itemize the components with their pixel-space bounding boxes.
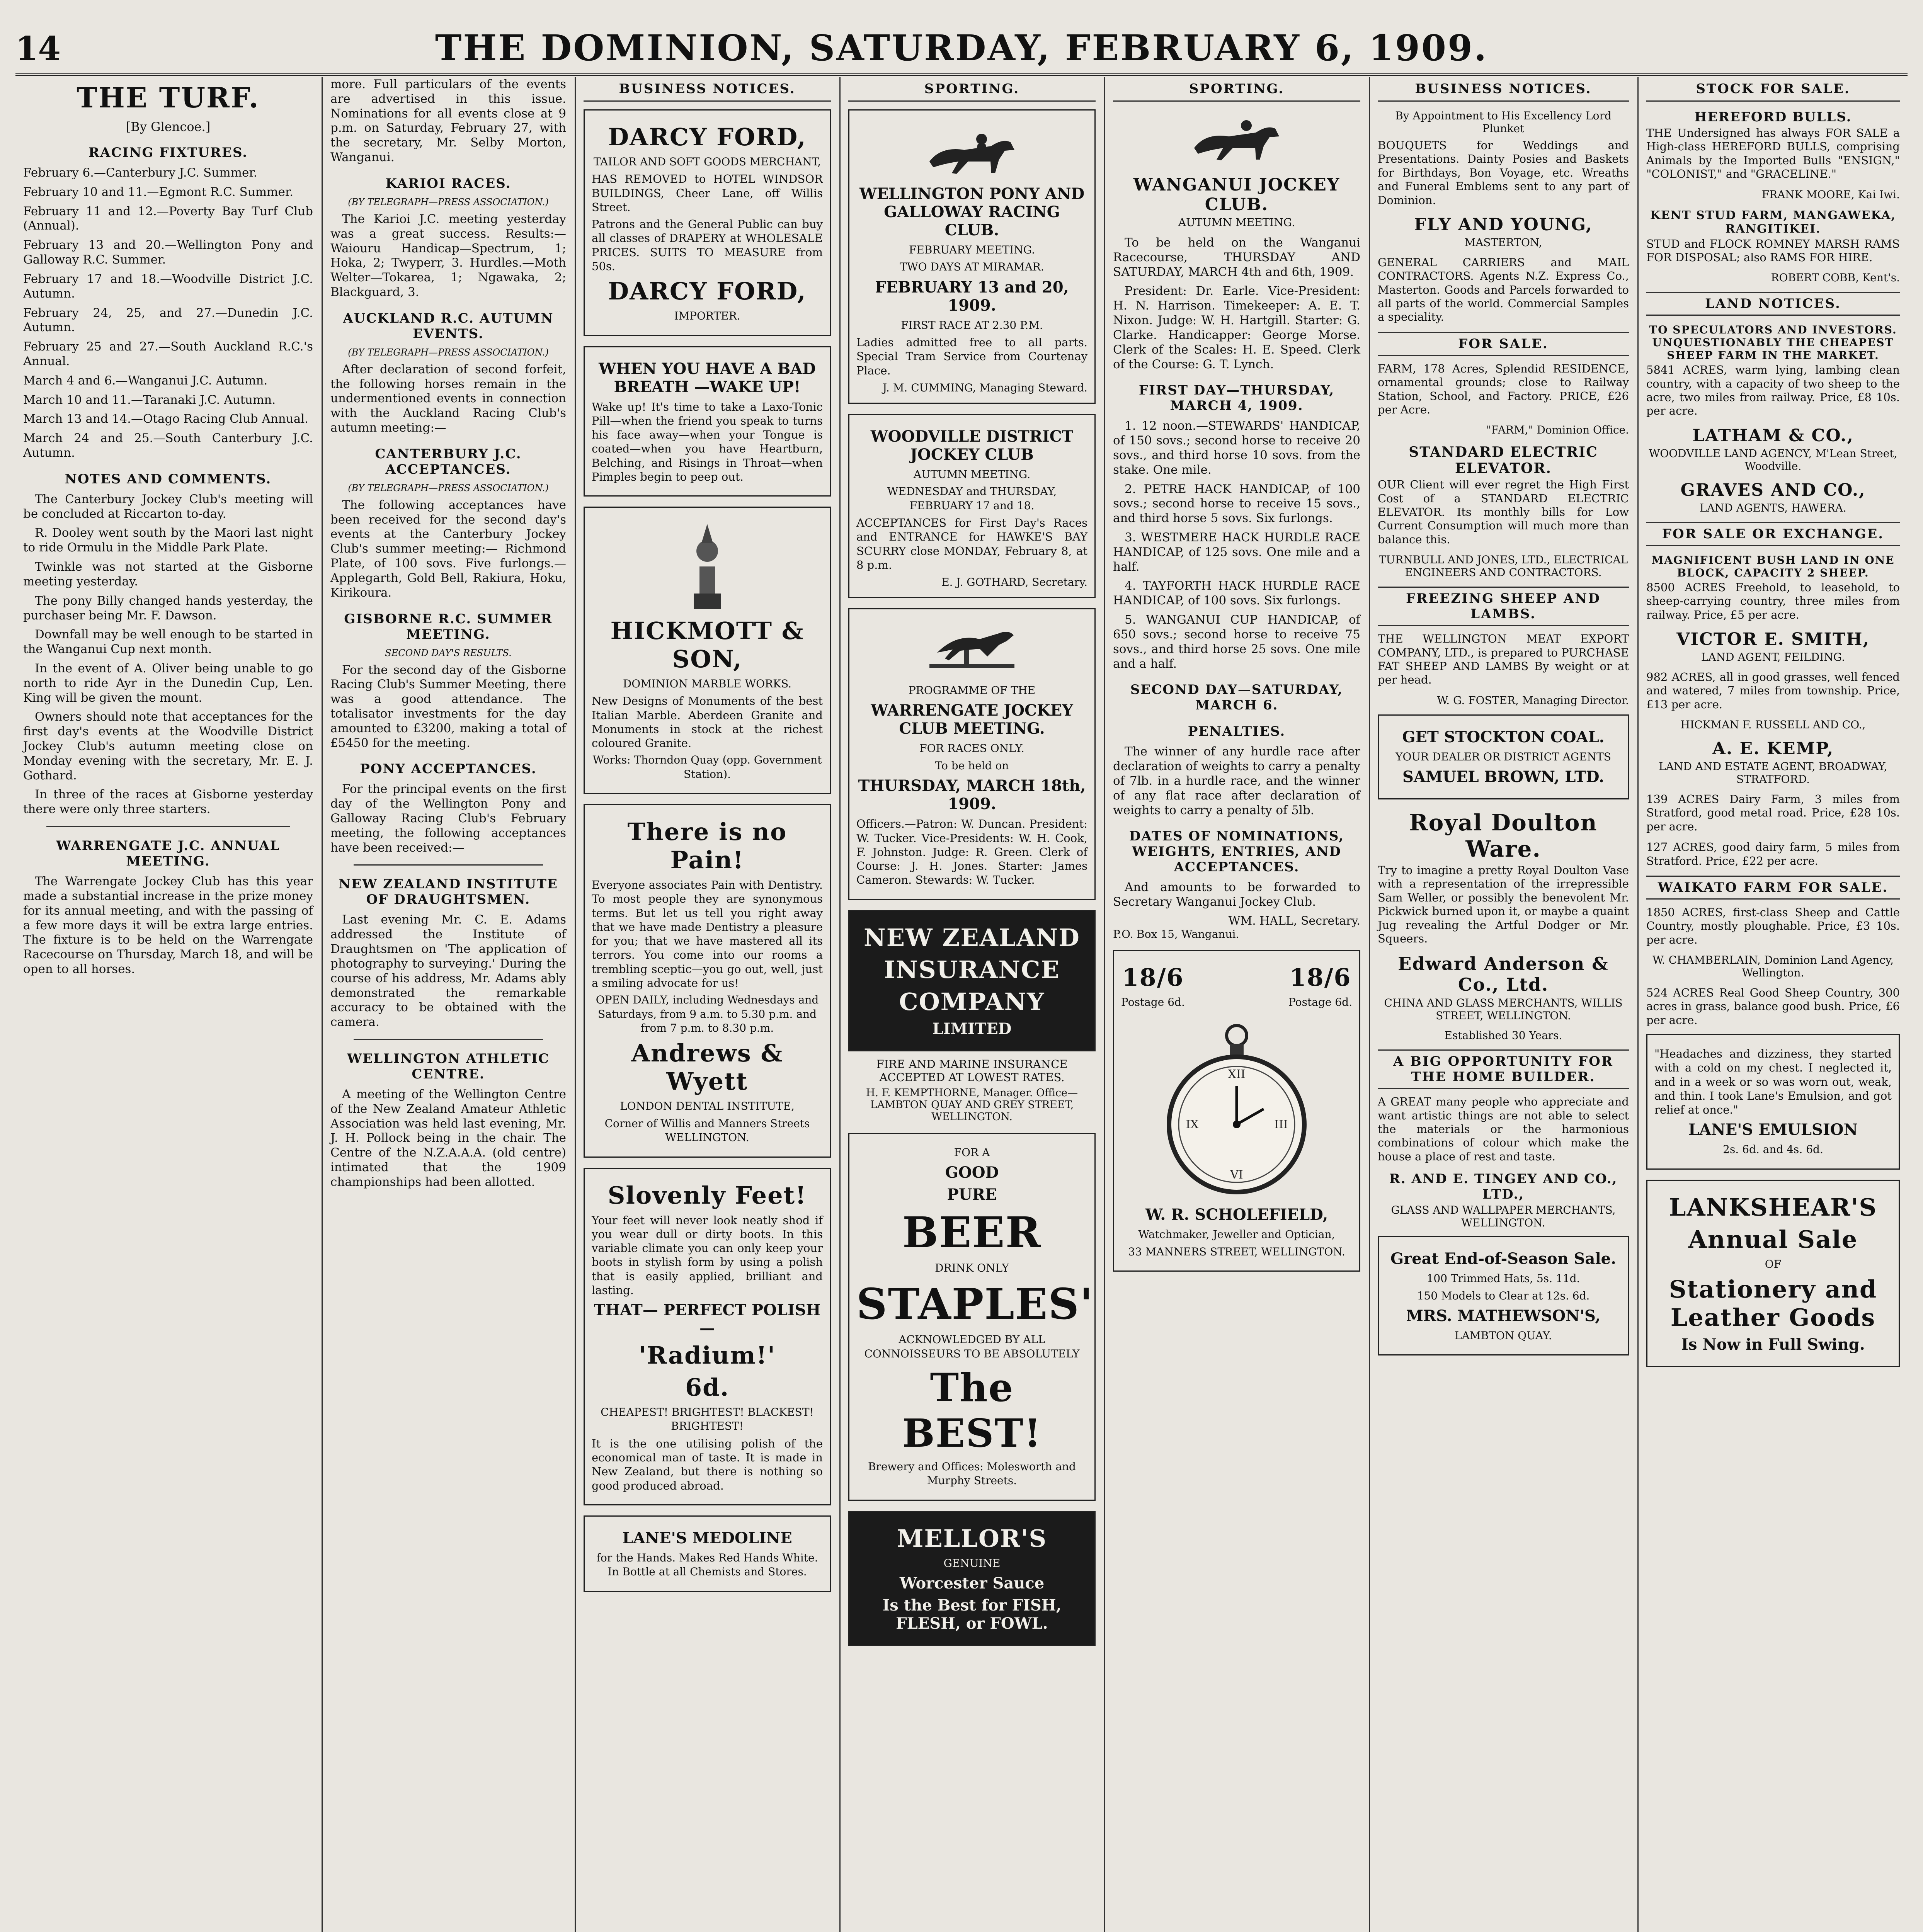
note-paragraph: Downfall may be well enough to be started in the Wanganui Cup next month. (23, 628, 313, 656)
ad-subtitle: Watchmaker, Jeweller and Optician, (1138, 1228, 1335, 1241)
divider (354, 864, 543, 866)
fly-young-text: GENERAL CARRIERS and MAIL CONTRACTORS. Agents N.Z. Express Co., Masterton. Goods and Parcels forwarded to all parts of the world. Commercial Samples a speciality. (1378, 255, 1629, 324)
press-association-note: (BY TELEGRAPH—PRESS ASSOCIATION.) (348, 482, 549, 493)
warrengate-text: The Warrengate Jockey Club has this year made a substantial increase in the prize money for its annual meeting, and with the passing of a few more days it will be extra large entries. The fixture is to be held on the Warrengate Racecourse on Thursday, March 18, and will be open to all horses. (23, 874, 313, 976)
watch-postage: Postage 6d. (1288, 996, 1352, 1009)
fly-young-title: FLY AND YOUNG, (1414, 214, 1593, 235)
column-wanganui (1105, 77, 1368, 1932)
farm-ad: FARM, 178 Acres, Splendid RESIDENCE, ornamental grounds; close to Railway Station, School, and Factory. PRICE, £26 per Acre. (1378, 362, 1629, 416)
monument-icon (678, 520, 736, 613)
race-item: 1. 12 noon.—STEWARDS' HANDICAP, of 150 sovs.; second horse to receive 20 sovs., and third horse 10 sovs. from the stake. One mile. (1113, 419, 1360, 477)
press-association-note: (BY TELEGRAPH—PRESS ASSOCIATION.) (348, 347, 549, 358)
ad-line: 150 Models to Clear at 12s. 6d. (1417, 1289, 1590, 1302)
appointment-note: By Appointment to His Excellency Lord Plunket (1395, 109, 1612, 135)
kariori-text: The Karioi J.C. meeting yesterday was a great success. Results:—Waiouru Handicap—Spectrum, 1; Hoka, 2; Twyperr, 3. Hurdles.—Moth Welter—Tokarea, 1; Ngawaka, 2; Blackguard, 3. (330, 212, 566, 299)
column-news (323, 77, 574, 1932)
fixtures-title: RACING FIXTURES. (88, 145, 248, 160)
hereford-title: HEREFORD BULLS. (1694, 109, 1852, 125)
ad-line: FOR A (954, 1146, 990, 1159)
ad-firm: SAMUEL BROWN, LTD. (1402, 768, 1605, 786)
page-number: 14 (15, 29, 61, 68)
section-header: SPORTING. (848, 77, 1096, 102)
fixture-item: March 24 and 25.—South Canterbury J.C. Autumn. (23, 431, 313, 460)
smith-firm: VICTOR E. SMITH, (1676, 629, 1870, 649)
ad-title: Slovenly Feet! (608, 1181, 807, 1209)
fixture-item: February 13 and 20.—Wellington Pony and Galloway R.C. Summer. (23, 238, 313, 267)
ad-subtitle: PROGRAMME OF THE (908, 684, 1036, 697)
ad-dates: WEDNESDAY and THURSDAY, FEBRUARY 17 and 18. (887, 485, 1057, 512)
ad-dates: THURSDAY, MARCH 18th, 1909. (858, 777, 1086, 813)
pocket-watch-icon (1163, 1020, 1310, 1198)
ad-line: 100 Trimmed Hats, 5s. 11d. (1426, 1272, 1580, 1285)
darcy-ford-ad (584, 109, 831, 336)
ad-quote: "Headaches and dizziness, they started with a cold on my chest. I neglected it, and in a week or so was worn out, weak, and thin. I took Lane's Emulsion, and got relief at once." (1654, 1047, 1892, 1117)
ad-line: PURE (947, 1185, 997, 1204)
fixture-item: March 10 and 11.—Taranaki J.C. Autumn. (23, 393, 276, 407)
fixture-item: March 13 and 14.—Otago Racing Club Annual. (23, 412, 308, 426)
dates-title: DATES OF NOMINATIONS, WEIGHTS, ENTRIES, AND ACCEPTANCES. (1129, 828, 1344, 875)
stockton-coal-ad (1378, 714, 1629, 799)
freezing-text: THE WELLINGTON MEAT EXPORT COMPANY, LTD., is prepared to PURCHASE FAT SHEEP AND LAMBS By weight or at per head. (1378, 632, 1629, 687)
ad-title: Annual Sale (1688, 1225, 1858, 1253)
kent-title: KENT STUD FARM, MANGAWEKA, RANGITIKEI. (1650, 208, 1896, 236)
elevator-text: OUR Client will ever regret the High First Cost of a STANDARD ELECTRIC ELEVATOR. Its monthly bills for Low Current Consumption will much more than balance this. (1378, 478, 1629, 546)
penalties-title: PENALTIES. (1188, 724, 1286, 740)
elevator-title: STANDARD ELECTRIC ELEVATOR. (1409, 444, 1598, 477)
ad-staples: STAPLES' (856, 1279, 1094, 1329)
note-paragraph: In three of the races at Gisborne yesterday there were only three starters. (23, 787, 313, 816)
fly-young-place: MASTERTON, (1464, 236, 1542, 249)
latham-firm: LATHAM & CO., (1692, 425, 1854, 446)
auckland-text: After declaration of second forfeit, the following horses remain in the undermentioned events in connection with the Auckland Racing Club's autumn meeting:— (330, 362, 566, 435)
acres-listing: 5841 ACRES, warm lying, lambing clean country, with a capacity of two sheep to the acre, two miles from railway. Price, £8 10s. per acre. (1646, 363, 1900, 418)
bouquets-ad: BOUQUETS for Weddings and Presentations. Dainty Posies and Baskets for Birthdays, Bon Voyage, etc. Wreaths and Funeral Emblems sent to any part of Dominion. (1378, 139, 1629, 207)
ad-body: Your feet will never look neatly shod if you wear dull or dirty boots. In this variable climate you can only keep your boots in stylish form by using a polish that is easily applied, brilliant and lasting. (592, 1213, 823, 1297)
watch-price: 18/6 (1289, 963, 1351, 992)
bush-title: MAGNIFICENT BUSH LAND IN ONE BLOCK, CAPACITY 2 SHEEP. (1651, 553, 1895, 579)
pony-title: PONY ACCEPTANCES. (360, 761, 537, 777)
pony-text: For the principal events on the first day of the Wellington Pony and Galloway Racing Club's February meeting, the following acceptances have been received:— (330, 782, 566, 855)
kemp-firm: A. E. KEMP, (1712, 739, 1834, 759)
race-item: 5. WANGANUI CUP HANDICAP, of 650 sovs.; second horse to receive 75 sovs., and third horse 25 sovs. One mile and a half. (1113, 613, 1360, 671)
athletic-text: A meeting of the Wellington Centre of the New Zealand Amateur Athletic Association was held last evening, Mr. J. H. Pollock being in the chair. The Centre of the N.Z.A.A.A. (old centre) intimated that the 1909 championships had been allotted. (330, 1087, 566, 1189)
ad-title: COMPANY (899, 987, 1045, 1016)
fixture-item: March 4 and 6.—Wanganui J.C. Autumn. (23, 373, 268, 388)
ad-address: LAMBTON QUAY. (1455, 1329, 1552, 1342)
wanganui-pobox: P.O. Box 15, Wanganui. (1113, 928, 1239, 940)
gisborne-subtitle: SECOND DAY'S RESULTS. (385, 647, 512, 658)
anderson-est: Established 30 Years. (1444, 1029, 1562, 1042)
ad-body: HAS REMOVED to HOTEL WINDSOR BUILDINGS, Cheer Lane, off Willis Street. (592, 172, 823, 214)
ad-subtitle: AUTUMN MEETING. (913, 468, 1031, 481)
pony-galloway-ad (848, 109, 1096, 404)
ad-subtitle: TAILOR AND SOFT GOODS MERCHANT, (593, 155, 821, 168)
ad-line: FIRST RACE AT 2.30 P.M. (901, 318, 1043, 332)
ad-title: DARCY FORD, (608, 277, 807, 306)
note-paragraph: Owners should note that acceptances for the first day's events at the Woodville District Jockey Club's autumn meeting close on Monday evening with the secretary, Mr. E. J. Gothard. (23, 710, 313, 782)
insurance-agent: H. F. KEMPTHORNE, Manager. Office—LAMBTON QUAY AND GREY STREET, WELLINGTON. (866, 1087, 1078, 1123)
ad-signature: E. J. GOTHARD, Secretary. (941, 576, 1087, 589)
ad-title: LANE'S EMULSION (1688, 1121, 1858, 1139)
race-item: 3. WESTMERE HACK HURDLE RACE HANDICAP, of 125 sovs. One mile and a half. (1113, 531, 1360, 574)
staples-beer-ad (848, 1133, 1096, 1501)
hats-sale-ad (1378, 1236, 1629, 1355)
ad-title: HICKMOTT & SON, (610, 617, 804, 673)
draughts-title: NEW ZEALAND INSTITUTE OF DRAUGHTSMEN. (339, 876, 558, 908)
kemp-sub: LAND AND ESTATE AGENT, BROADWAY, STRATFORD. (1659, 760, 1887, 786)
dates-text: And amounts to be forwarded to Secretary Wanganui Jockey Club. (1113, 880, 1360, 909)
exchange-header: FOR SALE OR EXCHANGE. (1646, 522, 1900, 546)
ad-address: Works: Thorndon Quay (opp. Government Station). (592, 753, 822, 781)
insurance-text: FIRE AND MARINE INSURANCE ACCEPTED AT LOWEST RATES. (876, 1057, 1068, 1084)
column-stock-land (1639, 77, 1908, 1932)
svg-text:III: III (1274, 1118, 1288, 1132)
ad-address: Corner of Willis and Manners Streets WELLINGTON. (604, 1117, 810, 1144)
section-header: SPORTING. (1113, 77, 1360, 102)
ad-line: OF (1765, 1257, 1782, 1270)
note-paragraph: Twinkle was not started at the Gisborne meeting yesterday. (23, 560, 313, 588)
ad-price: 2s. 6d. and 4s. 6d. (1723, 1143, 1823, 1156)
ad-title: Great End-of-Season Sale. (1390, 1250, 1617, 1268)
ad-firm: W. R. SCHOLEFIELD, (1145, 1206, 1328, 1224)
watch-ad (1113, 950, 1360, 1272)
masthead (15, 15, 1908, 76)
waikato-header: WAIKATO FARM FOR SALE. (1646, 876, 1900, 900)
chamberlain-firm: W. CHAMBERLAIN, Dominion Land Agency, Wellington. (1652, 954, 1894, 979)
acres-listing: 127 ACRES, good dairy farm, 5 miles from Stratford. Price, £22 per acre. (1646, 840, 1900, 867)
ad-firm: Andrews & Wyett (631, 1039, 783, 1096)
woodville-ad (848, 414, 1096, 598)
kent-text: STUD and FLOCK ROMNEY MARSH RAMS FOR DISPOSAL; also RAMS FOR HIRE. (1646, 237, 1900, 264)
ad-price: 6d. (685, 1373, 730, 1402)
lanes-emulsion-ad (1646, 1034, 1900, 1170)
fixture-item: February 25 and 27.—South Auckland R.C.'s Annual. (23, 340, 313, 368)
ad-body: It is the one utilising polish of the economical man of taste. It is made in New Zealand, but there is nothing so good produced abroad. (592, 1437, 823, 1492)
ad-line: To be held on (935, 759, 1009, 772)
doulton-title: Royal Doulton Ware. (1409, 810, 1598, 862)
gisborne-text: For the second day of the Gisborne Racing Club's Summer Meeting, there was a good attendance. The totalisator investments for the day amounted to £3200, making a total of £5450 for the meeting. (330, 663, 566, 750)
ad-line: TWO DAYS AT MIRAMAR. (900, 260, 1044, 274)
fixture-item: February 11 and 12.—Poverty Bay Turf Club (Annual). (23, 204, 313, 233)
acres-listing: 1850 ACRES, first-class Sheep and Cattle Country, mostly ploughable. Price, £3 10s. per acre. (1646, 905, 1900, 946)
ad-title: WARRENGATE JOCKEY CLUB MEETING. (871, 701, 1073, 738)
hereford-signature: FRANK MOORE, Kai Iwi. (1761, 188, 1900, 201)
ad-title: NEW ZEALAND (864, 923, 1080, 952)
divider (354, 1039, 543, 1040)
first-day-title: FIRST DAY—THURSDAY, MARCH 4, 1909. (1138, 383, 1335, 414)
fixture-item: February 24, 25, and 27.—Dunedin J.C. Autumn. (23, 306, 313, 335)
freezing-header: FREEZING SHEEP AND LAMBS. (1378, 587, 1629, 626)
ad-body: Patrons and the General Public can buy all classes of DRAPERY at WHOLESALE PRICES. SUITS TO MEASURE from 50s. (592, 218, 823, 273)
ad-subtitle: LIMITED (932, 1019, 1012, 1038)
column-business-notices-2 (1370, 77, 1637, 1932)
watch-postage: Postage 6d. (1121, 996, 1185, 1009)
section-header: STOCK FOR SALE. (1646, 77, 1900, 102)
ad-line: GOOD (945, 1163, 999, 1182)
note-paragraph: In the event of A. Oliver being unable to go north to ride Ayr in the Dunedin Cup, Len. King will be given the mount. (23, 661, 313, 705)
newspaper-title: THE DOMINION, SATURDAY, FEBRUARY 6, 1909. (435, 27, 1488, 69)
note-paragraph: The Canterbury Jockey Club's meeting will be concluded at Riccarton to-day. (23, 492, 313, 521)
ad-firm: LANKSHEAR'S (1669, 1193, 1877, 1221)
wanganui-signature: WM. HALL, Secretary. (1228, 914, 1360, 928)
ad-body: ACCEPTANCES for First Day's Races and ENTRANCE for HAWKE'S BAY SCURRY close MONDAY, February 8, at 8 p.m. (856, 516, 1087, 571)
ad-firm: MRS. MATHEWSON'S, (1406, 1306, 1601, 1325)
acres-listing: 8500 ACRES Freehold, to leasehold, to sheep-carrying country, three miles from railway. Price, £5 per acre. (1646, 580, 1900, 621)
turf-heading: THE TURF. (77, 81, 260, 114)
ad-subtitle: DOMINION MARBLE WORKS. (623, 677, 792, 690)
ad-body: Is the Best for FISH, FLESH, or FOWL. (882, 1596, 1062, 1633)
acres-listing: 524 ACRES Real Good Sheep Country, 300 acres in grass, balance good bush. Price, £6 per acre. (1646, 986, 1900, 1027)
anderson-firm: Edward Anderson & Co., Ltd. (1398, 953, 1609, 995)
ad-line: FOR RACES ONLY. (919, 742, 1024, 755)
ad-subtitle: IMPORTER. (674, 310, 740, 323)
for-sale-header: FOR SALE. (1378, 332, 1629, 356)
press-association-note: (BY TELEGRAPH—PRESS ASSOCIATION.) (348, 196, 549, 207)
nz-insurance-ad (848, 910, 1096, 1051)
gisborne-title: GISBORNE R.C. SUMMER MEETING. (344, 611, 553, 642)
wanganui-title: WANGANUI JOCKEY CLUB. (1133, 175, 1340, 214)
anderson-sub: CHINA AND GLASS MERCHANTS, WILLIS STREET, WELLINGTON. (1384, 997, 1623, 1022)
note-paragraph: R. Dooley went south by the Maori last night to ride Ormulu in the Middle Park Plate. (23, 526, 313, 555)
ad-address: 33 MANNERS STREET, WELLINGTON. (1128, 1245, 1345, 1258)
ad-body: Officers.—Patron: W. Duncan. President: W. Tucker. Vice-Presidents: W. H. Cook, F. Johnston. Judge: R. Green. Clerk of Course: J. H. Jones. Starter: James Cameron. Stewards: W. Tucker. (856, 817, 1087, 887)
draughts-text: Last evening Mr. C. E. Adams addressed the Institute of Draughtsmen on 'The application of photography to surveying.' During the course of his address, Mr. Adams ably demonstrated the remarkable accuracy to be obtained with the camera. (330, 913, 566, 1029)
canterbury-title: CANTERBURY J.C. ACCEPTANCES. (375, 446, 522, 477)
builder-text: A GREAT many people who appreciate and want artistic things are not able to select the materials or the harmonious combinations of colour which make the house a place of rest and taste. (1378, 1095, 1629, 1163)
ad-title: DARCY FORD, (608, 123, 807, 151)
graves-sub: LAND AGENTS, HAWERA. (1700, 501, 1846, 514)
ad-body: YOUR DEALER OR DISTRICT AGENTS (1395, 750, 1611, 763)
doulton-text: Try to imagine a pretty Royal Doulton Vase with a representation of the irrepressible Sam Weller, or possibly the benevolent Mr. Pickwick burned upon it, or maybe a quaint Jug revealing the Artful Dodger or Mr. Squeers. (1378, 864, 1629, 945)
builder-header: A BIG OPPORTUNITY FOR THE HOME BUILDER. (1378, 1049, 1629, 1089)
freezing-signature: W. G. FOSTER, Managing Director. (1437, 694, 1629, 707)
ad-dates: FEBRUARY 13 and 20, 1909. (875, 278, 1069, 315)
ad-subtitle: THAT— PERFECT POLISH— (594, 1301, 821, 1338)
ad-body: for the Hands. Makes Red Hands White. In Bottle at all Chemists and Stores. (596, 1551, 818, 1578)
lanes-medoline-ad (584, 1515, 831, 1592)
fixture-item: February 17 and 18.—Woodville District J.C. Autumn. (23, 272, 313, 301)
hickmott-ad (584, 507, 831, 794)
land-notices-header: LAND NOTICES. (1646, 292, 1900, 316)
racehorse-icon (918, 123, 1026, 181)
race-item: 4. TAYFORTH HACK HURDLE RACE HANDICAP, of 100 sovs. Six furlongs. (1113, 579, 1360, 608)
ad-subtitle: GENUINE (943, 1556, 1001, 1570)
radium-polish-ad (584, 1168, 831, 1505)
investors-title: TO SPECULATORS AND INVESTORS. UNQUESTIONABLY THE CHEAPEST SHEEP FARM IN THE MARKET. (1649, 323, 1897, 362)
bad-breath-ad (584, 346, 831, 497)
column-turf (15, 77, 321, 1932)
hickman-firm: HICKMAN F. RUSSELL AND CO., (1680, 718, 1866, 731)
lankshear-ad (1646, 1180, 1900, 1367)
ad-title: There is no Pain! (627, 818, 787, 874)
race-item: 2. PETRE HACK HANDICAP, of 100 sovs.; second horse to receive 15 sovs., and third horse 5 sovs. Six furlongs. (1113, 482, 1360, 526)
jumping-horse-icon (922, 622, 1022, 680)
column-business-notices (576, 77, 839, 1932)
divider (46, 826, 290, 827)
ad-title: MELLOR'S (897, 1524, 1047, 1553)
latham-sub: WOODVILLE LAND AGENCY, M'Lean Street, Woodville. (1649, 447, 1897, 473)
ad-body: Ladies admitted free to all parts. Special Tram Service from Courtenay Place. (856, 336, 1087, 377)
notes-title: NOTES AND COMMENTS. (65, 471, 272, 487)
ad-tags: CHEAPEST! BRIGHTEST! BLACKEST! BRIGHTEST! (601, 1406, 814, 1433)
ad-body: Wake up! It's time to take a Laxo-Tonic Pill—when the friend you speak to turns his face away—when your Tongue is coated—when you have Heartburn, Belching, and Risings in Throat—when Pimples begin to peep out. (592, 400, 823, 483)
ad-title: LANE'S MEDOLINE (622, 1529, 792, 1547)
penalties-text: The winner of any hurdle race after declaration of weights to carry a penalty of 7lb. in a hurdle race, and the winner of any flat race after declaration of weights to carry a penalty of 5lb. (1113, 745, 1360, 817)
ad-subtitle: LONDON DENTAL INSTITUTE, (620, 1100, 795, 1113)
ad-title: INSURANCE (884, 955, 1060, 984)
note-paragraph: The pony Billy changed hands yesterday, the purchaser being Mr. F. Dawson. (23, 594, 313, 622)
svg-text:XII: XII (1228, 1068, 1246, 1082)
section-header: BUSINESS NOTICES. (584, 77, 831, 102)
column-sporting (841, 77, 1103, 1932)
ad-address: Brewery and Offices: Molesworth and Murphy Streets. (868, 1460, 1076, 1487)
second-day-title: SECOND DAY—SATURDAY, MARCH 6. (1130, 682, 1343, 713)
ad-title: WOODVILLE DISTRICT JOCKEY CLUB (870, 427, 1074, 464)
warrengate-ad (848, 608, 1096, 900)
svg-text:IX: IX (1186, 1118, 1199, 1132)
auckland-title: AUCKLAND R.C. AUTUMN EVENTS. (343, 310, 554, 342)
fixture-item: February 10 and 11.—Egmont R.C. Summer. (23, 185, 294, 199)
turf-byline: [By Glencoe.] (126, 119, 211, 134)
acres-listing: 139 ACRES Dairy Farm, 3 miles from Stratford, good metal road. Price, £28 10s. per acre. (1646, 793, 1900, 833)
section-header: BUSINESS NOTICES. (1378, 77, 1629, 102)
autumn-text: more. Full particulars of the events are advertised in this issue. Nominations for all events close at 9 p.m. on Saturday, February 27, with the secretary, Mr. Selby Morton, Wanganui. (330, 77, 566, 165)
ad-subtitle: FEBRUARY MEETING. (909, 243, 1035, 256)
mellors-sauce-ad (848, 1511, 1096, 1646)
acres-listing: 982 ACRES, all in good grasses, well fenced and watered, 7 miles from township. Price, £13 per acre. (1646, 670, 1900, 711)
ad-hours: OPEN DAILY, including Wednesdays and Saturdays, from 9 a.m. to 5.30 p.m. and from 7 p.m. to 8.30 p.m. (596, 993, 819, 1034)
ad-body: New Designs of Monuments of the best Italian Marble. Aberdeen Granite and Monuments in stock at the richest coloured Granite. (592, 694, 823, 750)
tingey-firm: R. AND E. TINGEY AND CO., LTD., (1389, 1171, 1618, 1202)
wanganui-intro: To be held on the Wanganui Racecourse, THURSDAY AND SATURDAY, MARCH 4th and 6th, 1909. (1113, 236, 1360, 279)
kariori-title: KARIOI RACES. (385, 175, 511, 191)
kent-signature: ROBERT COBB, Kent's. (1771, 271, 1900, 284)
farm-signature: "FARM," Dominion Office. (1486, 423, 1629, 437)
ad-line: Is Now in Full Swing. (1681, 1335, 1865, 1354)
svg-text:VI: VI (1230, 1168, 1243, 1182)
ad-best: The BEST! (902, 1365, 1042, 1456)
wanganui-subtitle: AUTUMN MEETING. (1178, 216, 1295, 229)
no-pain-ad (584, 804, 831, 1157)
canterbury-text: The following acceptances have been received for the second day's events at the Canterbury Jockey Club's summer meeting:— Richmond Plate, of 100 sovs. Five furlongs.—Applegarth, Gold Bell, Rakiura, Hoku, Kirikoura. (330, 498, 566, 600)
wanganui-officers: President: Dr. Earle. Vice-President: H. N. Harrison. Timekeeper: A. E. T. Nixon. Judge: W. H. Hartgill. Starter: G. Clarke. Handicapper: George Morse. Clerk of the Scales: H. E. Speed. Clerk of the Course: G. T. Lynch. (1113, 284, 1360, 371)
warrengate-title: WARRENGATE J.C. ANNUAL MEETING. (56, 838, 280, 869)
ad-brand: 'Radium!' (639, 1341, 776, 1370)
ad-product: Worcester Sauce (899, 1574, 1045, 1593)
ad-line: DRINK ONLY (935, 1261, 1009, 1274)
ad-body: Everyone associates Pain with Dentistry. To most people they are synonymous terms. But let us tell you right away that we have made Dentistry a pleasure for you; that we have mastered all its terrors. You come into our rooms a trembling sceptic—you go out, well, just a smiling advocate for us! (592, 878, 823, 990)
athletic-title: WELLINGTON ATHLETIC CENTRE. (347, 1051, 550, 1082)
price-row (1121, 959, 1352, 1012)
ad-signature: J. M. CUMMING, Managing Steward. (882, 381, 1087, 394)
fixture-item: February 6.—Canterbury J.C. Summer. (23, 166, 257, 180)
ad-title: WELLINGTON PONY AND GALLOWAY RACING CLUB. (859, 185, 1085, 239)
ad-line: ACKNOWLEDGED BY ALL CONNOISSEURS TO BE ABSOLUTELY (864, 1333, 1080, 1360)
smith-sub: LAND AGENT, FEILDING. (1701, 650, 1845, 663)
ad-product: Stationery and Leather Goods (1669, 1275, 1877, 1332)
elevator-signature: TURNBULL AND JONES, LTD., ELECTRICAL ENGINEERS AND CONTRACTORS. (1378, 553, 1628, 579)
ad-title: GET STOCKTON COAL. (1402, 728, 1605, 746)
watch-price: 18/6 (1122, 963, 1184, 992)
ad-beer: BEER (902, 1207, 1042, 1257)
hereford-text: THE Undersigned has always FOR SALE a High-class HEREFORD BULLS, comprising Animals by the Imported Bulls "ENSIGN," "COLONIST," and "GRACELINE." (1646, 126, 1900, 181)
ad-title: WHEN YOU HAVE A BAD BREATH —WAKE UP! (599, 359, 816, 396)
graves-firm: GRAVES AND CO., (1680, 480, 1866, 500)
tingey-sub: GLASS AND WALLPAPER MERCHANTS, WELLINGTON. (1391, 1204, 1616, 1230)
racehorse-icon (1183, 109, 1291, 167)
